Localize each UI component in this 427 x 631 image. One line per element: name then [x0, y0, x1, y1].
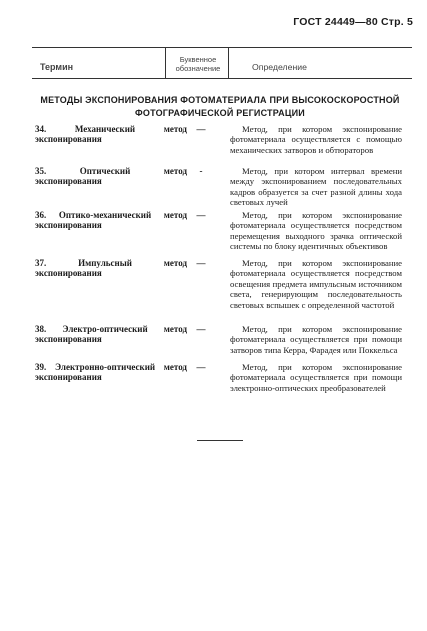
term-cell: 34. Механический метод экспонирования	[35, 124, 187, 145]
term-cell: 39. Электронно-оптический метод экспонирования	[35, 362, 187, 383]
term-cell: 37. Импульсный метод экспонирования	[35, 258, 187, 279]
abbreviation-cell: —	[196, 124, 206, 134]
section-title: МЕТОДЫ ЭКСПОНИРОВАНИЯ ФОТОМАТЕРИАЛА ПРИ ВЫСОКОСКОРОСТНОЙ ФОТОГРАФИЧЕСКОЙ РЕГИСТРАЦИИ	[40, 95, 400, 118]
abbreviation-cell: —	[196, 362, 206, 372]
term-cell: 35. Оптический метод экспонирования	[35, 166, 187, 187]
table-header-bottom-rule	[32, 78, 412, 79]
definition-cell: Метод, при котором экспонирование фотоматериала осуществляется при помощи затворов типа Керра, Фарадея или Поккельса	[230, 324, 402, 355]
abbreviation-cell: —	[196, 258, 206, 268]
definition-cell: Метод, при котором экспонирование фотоматериала осуществляется при помощи электронно-оптических преобразователей	[230, 362, 402, 393]
column-divider-2	[228, 47, 229, 79]
definition-cell: Метод, при котором экспонирование фотоматериала осуществляется посредством перемещения выходного зрачка оптической системы по блоку идентичных объективов	[230, 210, 402, 252]
column-header-abbreviation: Буквенное обозначение	[175, 55, 221, 73]
term-cell: 36. Оптико-механический метод экспонирования	[35, 210, 187, 231]
definition-cell: Метод, при котором интервал времени между экспонированием последовательных кадров образуется за счет разной длины хода световых лучей	[230, 166, 402, 208]
abbreviation-cell: —	[196, 324, 206, 334]
abbreviation-cell: —	[196, 210, 206, 220]
table-header-top-rule	[32, 47, 412, 48]
term-cell: 38. Электро-оптический метод экспонирования	[35, 324, 187, 345]
definition-cell: Метод, при котором экспонирование фотоматериала осуществляется посредством освещения предмета импульсным источником света, генерирующим последовательность световых вспышек с определенной частотой	[230, 258, 402, 310]
column-header-term: Термин	[40, 62, 74, 72]
column-header-definition: Определение	[252, 62, 307, 72]
definition-cell: Метод, при котором экспонирование фотоматериала осуществляется с помощью механических затворов и обтюраторов	[230, 124, 402, 155]
column-divider-1	[165, 47, 166, 79]
end-of-table-rule	[197, 440, 243, 441]
page-header: ГОСТ 24449—80 Стр. 5	[293, 16, 413, 28]
abbreviation-cell: -	[199, 166, 203, 176]
